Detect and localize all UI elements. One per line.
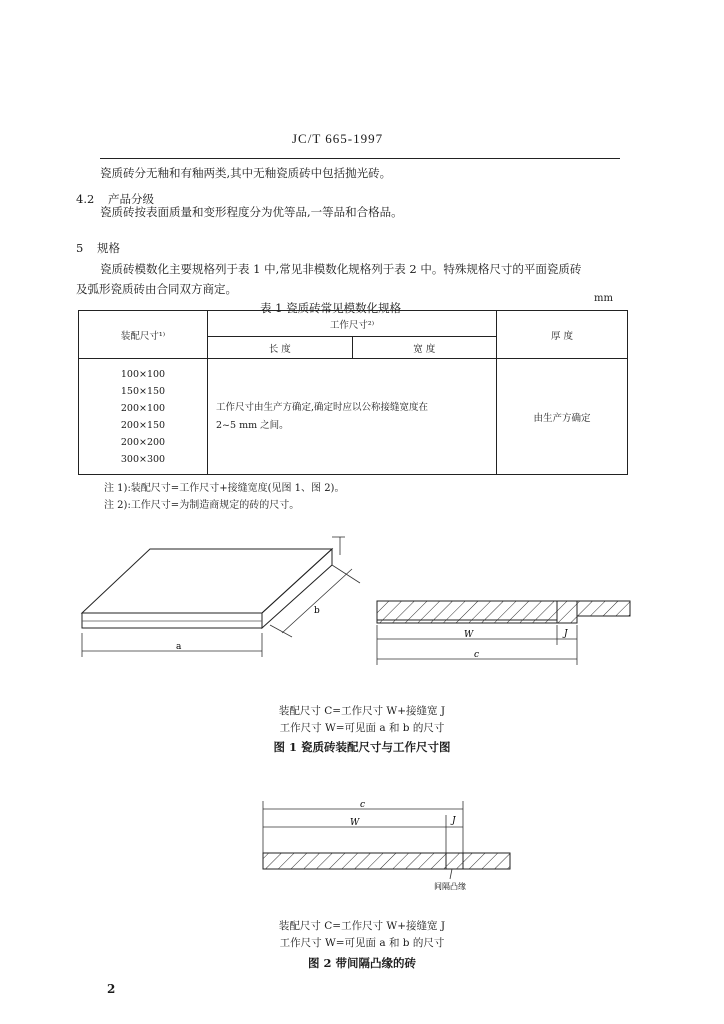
label-b: b [314,606,320,616]
section-5-heading [76,240,120,256]
size-item: 200×100 [120,402,166,414]
paragraph-grades: 瓷质砖按表面质量和变形程度分为优等品,一等品和合格品。 [100,205,403,219]
work-text-line: 2~5 mm 之间。 [216,419,289,431]
figure-1-caption-1: 装配尺寸 C=工作尺寸 W+接缝宽 J [278,705,446,717]
header-length: 长 度 [208,337,353,359]
figure-1-drawing [70,525,640,695]
work-text-line: 工作尺寸由生产方确定,确定时应以公称接缝宽度在 [216,401,429,413]
figure-2-drawing [250,795,520,895]
table-title: 表 1 瓷质砖常见模数化规格 [260,301,402,315]
table-unit: mm [594,293,613,304]
thickness-cell: 由生产方确定 [497,359,628,475]
header-rule [100,158,620,159]
size-item: 150×150 [120,385,166,397]
figure-1-title: 图 1 瓷质砖装配尺寸与工作尺寸图 [273,740,451,754]
paragraph-spec-2: 及弧形瓷质砖由合同双方商定。 [76,282,237,296]
table-note-2: 注 2):工作尺寸=为制造商规定的砖的尺寸。 [104,500,300,511]
label-a: a [176,642,182,652]
page-number: 2 [107,982,116,996]
header-width: 宽 度 [352,337,497,359]
figure-2-caption-1: 装配尺寸 C=工作尺寸 W+接缝宽 J [278,920,446,932]
work-size-cell [208,359,497,475]
label-w: W [464,630,474,640]
label-c: c [474,650,480,660]
paragraph-glaze-types: 瓷质砖分无釉和有釉两类,其中无釉瓷质砖中包括抛光砖。 [100,166,392,180]
label-j: J [564,629,568,639]
header-fit-size: 装配尺寸¹⁾ [79,311,208,359]
size-item: 300×300 [120,453,166,465]
table-note-1: 注 1):装配尺寸=工作尺寸+接缝宽度(见图 1、图 2)。 [104,483,345,494]
standard-code: JC/T 665-1997 [292,131,384,146]
size-list [79,359,208,475]
section-title: 规格 [96,241,120,255]
tile-with-edge-section [263,801,510,879]
header-work-size: 工作尺寸²⁾ [208,311,497,337]
size-item: 200×200 [120,436,166,448]
label-c: c [360,800,366,810]
spec-table [78,310,628,475]
header-thickness: 厚 度 [497,311,628,359]
tile-3d-view [82,537,360,657]
section-number: 4.2 [76,192,95,206]
figure-1-caption-2: 工作尺寸 W=可见面 a 和 b 的尺寸 [279,722,445,734]
label-j: J [452,816,456,826]
size-item: 100×100 [120,368,166,380]
label-spacer-edge: 间隔凸缘 [434,882,466,891]
size-item: 200×150 [120,419,166,431]
tile-section-view [377,601,630,665]
section-title: 产品分级 [107,192,154,206]
figure-2-caption-2: 工作尺寸 W=可见面 a 和 b 的尺寸 [279,937,445,949]
figure-2-title: 图 2 带间隔凸缘的砖 [307,956,416,970]
section-number: 5 [76,241,84,255]
label-w: W [350,818,360,828]
paragraph-spec-1: 瓷质砖模数化主要规格列于表 1 中,常见非模数化规格列于表 2 中。特殊规格尺寸的平面瓷质砖 [100,262,582,276]
